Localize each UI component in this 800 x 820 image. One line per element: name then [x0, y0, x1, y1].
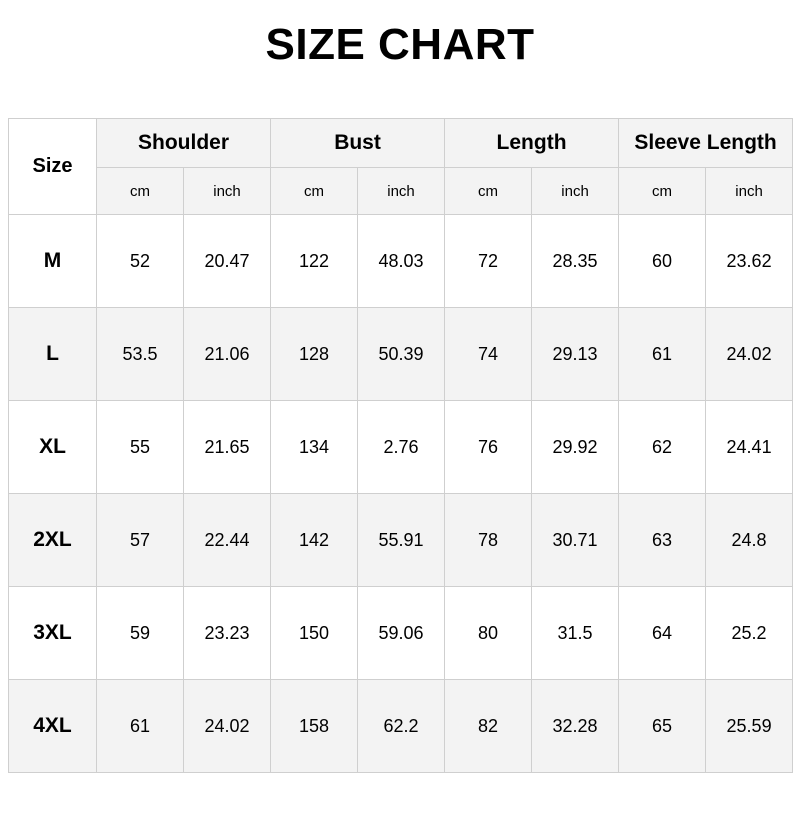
cell-sleeve-cm: 65 [619, 680, 706, 773]
column-header-sleeve-length: Sleeve Length [619, 119, 793, 168]
cell-bust-cm: 150 [271, 587, 358, 680]
cell-sleeve-inch: 25.2 [706, 587, 793, 680]
cell-shoulder-cm: 57 [97, 494, 184, 587]
cell-bust-inch: 50.39 [358, 308, 445, 401]
row-label-size: M [9, 215, 97, 308]
cell-sleeve-inch: 24.41 [706, 401, 793, 494]
cell-shoulder-inch: 20.47 [184, 215, 271, 308]
cell-bust-cm: 158 [271, 680, 358, 773]
unit-header-shoulder-inch: inch [184, 168, 271, 215]
cell-sleeve-inch: 25.59 [706, 680, 793, 773]
cell-bust-cm: 128 [271, 308, 358, 401]
table-row [9, 215, 793, 308]
size-chart-page [0, 20, 800, 820]
cell-sleeve-cm: 61 [619, 308, 706, 401]
table-row [9, 680, 793, 773]
cell-shoulder-inch: 23.23 [184, 587, 271, 680]
cell-bust-inch: 48.03 [358, 215, 445, 308]
table-body [9, 215, 793, 773]
row-label-size: 4XL [9, 680, 97, 773]
column-header-bust: Bust [271, 119, 445, 168]
cell-length-cm: 80 [445, 587, 532, 680]
cell-bust-inch: 62.2 [358, 680, 445, 773]
unit-header-sleeve-cm: cm [619, 168, 706, 215]
cell-length-inch: 29.13 [532, 308, 619, 401]
cell-shoulder-inch: 21.65 [184, 401, 271, 494]
cell-shoulder-inch: 24.02 [184, 680, 271, 773]
unit-header-bust-inch: inch [358, 168, 445, 215]
cell-bust-inch: 59.06 [358, 587, 445, 680]
cell-bust-inch: 2.76 [358, 401, 445, 494]
cell-shoulder-cm: 61 [97, 680, 184, 773]
size-chart-table-wrapper [8, 118, 792, 773]
cell-length-inch: 32.28 [532, 680, 619, 773]
unit-header-length-inch: inch [532, 168, 619, 215]
table-row [9, 587, 793, 680]
cell-length-inch: 28.35 [532, 215, 619, 308]
unit-header-shoulder-cm: cm [97, 168, 184, 215]
cell-sleeve-cm: 60 [619, 215, 706, 308]
table-header [9, 119, 793, 215]
row-label-size: L [9, 308, 97, 401]
table-row [9, 401, 793, 494]
cell-bust-cm: 122 [271, 215, 358, 308]
cell-shoulder-inch: 22.44 [184, 494, 271, 587]
cell-shoulder-cm: 55 [97, 401, 184, 494]
header-group-row [9, 119, 793, 168]
table-row [9, 494, 793, 587]
cell-shoulder-cm: 53.5 [97, 308, 184, 401]
cell-sleeve-inch: 23.62 [706, 215, 793, 308]
cell-sleeve-cm: 64 [619, 587, 706, 680]
row-label-size: 2XL [9, 494, 97, 587]
header-unit-row [9, 168, 793, 215]
size-chart-table [8, 118, 793, 773]
table-row [9, 308, 793, 401]
cell-bust-cm: 134 [271, 401, 358, 494]
cell-bust-inch: 55.91 [358, 494, 445, 587]
row-label-size: 3XL [9, 587, 97, 680]
cell-sleeve-cm: 62 [619, 401, 706, 494]
cell-shoulder-inch: 21.06 [184, 308, 271, 401]
cell-bust-cm: 142 [271, 494, 358, 587]
cell-sleeve-inch: 24.02 [706, 308, 793, 401]
row-label-size: XL [9, 401, 97, 494]
unit-header-bust-cm: cm [271, 168, 358, 215]
unit-header-length-cm: cm [445, 168, 532, 215]
page-title: SIZE CHART [265, 20, 535, 69]
cell-length-inch: 30.71 [532, 494, 619, 587]
cell-length-cm: 74 [445, 308, 532, 401]
cell-sleeve-cm: 63 [619, 494, 706, 587]
column-header-shoulder: Shoulder [97, 119, 271, 168]
cell-length-inch: 31.5 [532, 587, 619, 680]
column-header-size: Size [9, 119, 97, 215]
cell-shoulder-cm: 59 [97, 587, 184, 680]
cell-length-cm: 72 [445, 215, 532, 308]
cell-sleeve-inch: 24.8 [706, 494, 793, 587]
cell-length-cm: 82 [445, 680, 532, 773]
cell-length-cm: 76 [445, 401, 532, 494]
cell-shoulder-cm: 52 [97, 215, 184, 308]
unit-header-sleeve-inch: inch [706, 168, 793, 215]
cell-length-cm: 78 [445, 494, 532, 587]
cell-length-inch: 29.92 [532, 401, 619, 494]
column-header-length: Length [445, 119, 619, 168]
